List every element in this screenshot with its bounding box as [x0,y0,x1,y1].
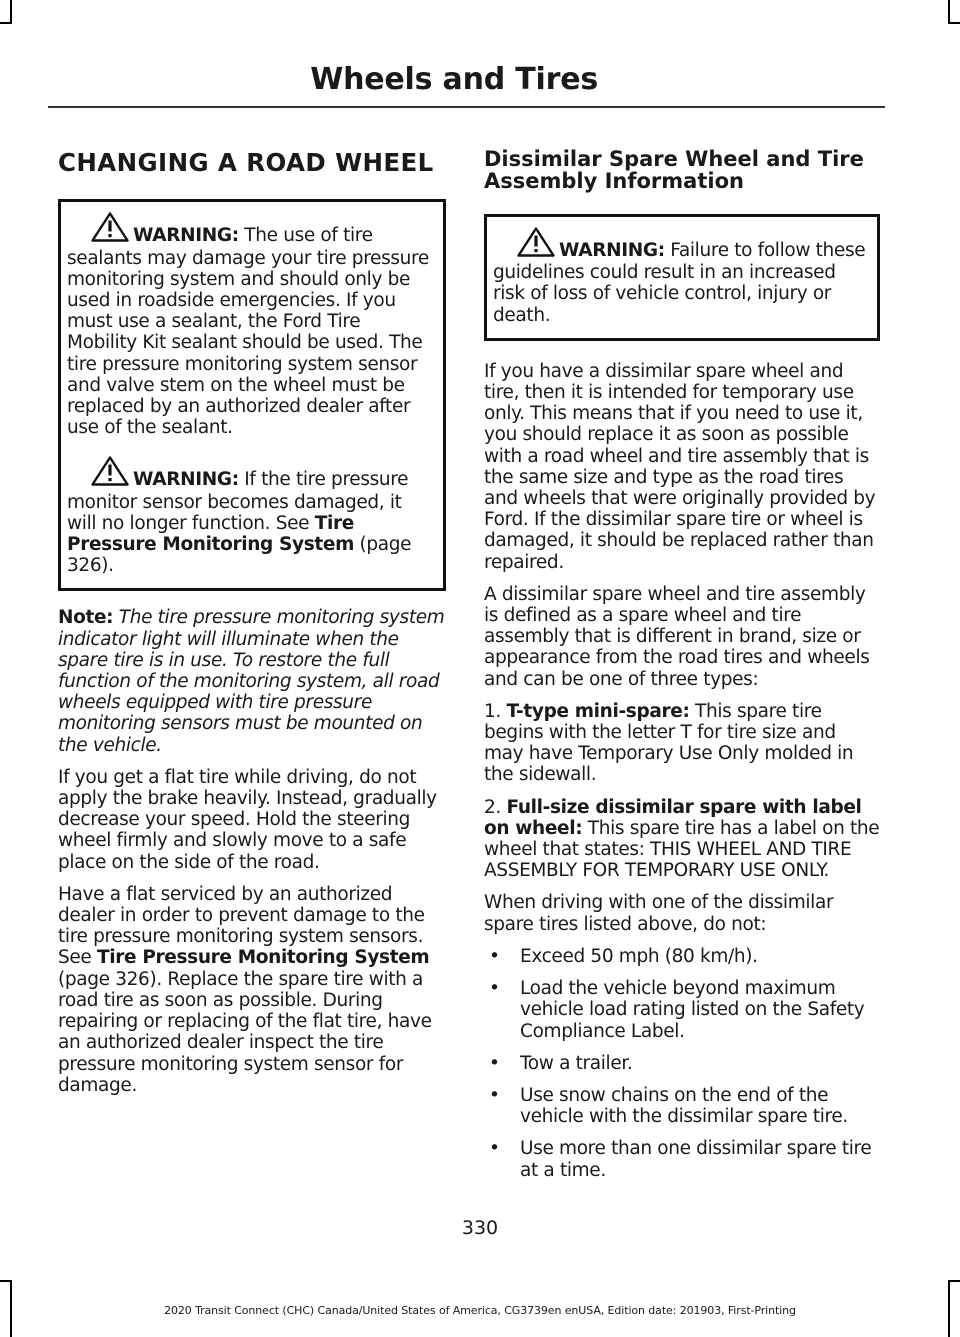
cross-reference-link[interactable]: Tire Pressure Monitoring System [67,512,354,556]
warning-icon [91,456,129,491]
item-label: Full-size dissimilar spare with label on wheel: [484,796,862,839]
warning-text: If the tire pressure monitor sensor becomes damaged, it will no longer function. See [67,469,409,534]
body-paragraph: When driving with one of the dissimilar spare tires listed above, do not: [484,892,834,935]
warning-text: (page 326). [67,534,412,577]
warning-label: WARNING: [559,240,665,261]
list-item: • Tow a trailer. [484,1053,880,1074]
left-column [58,130,446,1107]
warning-icon [91,212,129,247]
spare-type-item [484,797,880,882]
paragraph-text: (page 326). Replace the spare tire with a road tire as soon as possible. During repairing or replacing of the flat tire, have an authorized dealer inspect the tire pressure monitoring system sensor for damage. [58,968,432,1096]
crop-mark [0,1280,12,1282]
right-column [484,130,880,1192]
warning-label: WARNING: [133,469,239,491]
warning-text: Failure to follow these guidelines could result in an increased risk of loss of vehicle control, injury or death. [493,240,866,326]
crop-mark [0,22,12,24]
crop-mark [948,0,950,24]
body-paragraph: A dissimilar spare wheel and tire assembly is defined as a spare wheel and tire assembly that is different in brand, size or appearance from the road tires and wheels and can be one of three types: [484,583,870,690]
warning-text: The use of tire sealants may damage your tire pressure monitoring system and should only be used in roadside emergencies. If you must use a sealant, the Ford Tire Mobility Kit sealant should be used. The tire pressure monitoring system sensor and valve stem on the wheel must be replaced by an authorized dealer after use of the sealant. [67,225,429,439]
header-divider [48,106,885,108]
page-title: Wheels and Tires [310,62,598,97]
item-text: This spare tire begins with the letter T for tire size and may have Temporary Use Only molded in the sidewall. [484,700,854,786]
body-paragraph: If you get a flat tire while driving, do not apply the brake heavily. Instead, gradually decrease your speed. Hold the steering wheel firmly and slowly move to a safe place on the side of the road. [58,766,437,873]
section-heading: CHANGING A ROAD WHEEL [58,148,434,177]
list-item: • Load the vehicle beyond maximum vehicle load rating listed on the Safety Compliance Label. [484,978,880,1042]
cross-reference-link[interactable]: Tire Pressure Monitoring System [97,947,430,969]
warning-box [484,214,880,341]
crop-mark [948,1280,960,1282]
spare-type-item [484,701,880,786]
list-item: • Use snow chains on the end of the vehicle with the dissimilar spare tire. [484,1085,880,1127]
note-text: The tire pressure monitoring system indicator light will illuminate when the spare tire is in use. To restore the full function of the monitoring system, all road wheels equipped with tire pressure monitoring sensors must be mounted on the vehicle. [58,607,445,756]
warning-paragraph [67,456,435,576]
warning-paragraph [493,227,869,326]
note-label: Note: [58,607,114,629]
footer-edition-info: 2020 Transit Connect (CHC) Canada/United States of America, CG3739en enUSA, Edition date: 201903, First-Printing [164,1304,796,1317]
restriction-list [484,946,880,1181]
list-item: • Use more than one dissimilar spare tire at a time. [484,1138,880,1180]
crop-mark [10,0,12,24]
item-number: 1. [484,700,507,722]
warning-label: WARNING: [133,225,239,247]
body-paragraph [58,884,446,1096]
warning-box [58,199,446,591]
warning-paragraph [67,212,435,438]
paragraph-text: Have a flat serviced by an authorized dealer in order to prevent damage to the tire pressure monitoring system sensors. See [58,883,425,969]
page-number: 330 [461,1217,499,1239]
warning-icon [517,227,555,262]
item-text: This spare tire has a label on the wheel that states: THIS WHEEL AND TIRE ASSEMBLY FOR TEMPORARY USE ONLY. [484,817,880,882]
item-label: T-type mini-spare: [506,700,690,722]
note-paragraph [58,607,446,755]
body-paragraph: If you have a dissimilar spare wheel and tire, then it is intended for temporary use only. This means that if you need to use it, you should replace it as soon as possible with a road wheel and tire assembly that is the same size and type as the road tires and wheels that were originally provided by Ford. If the dissimilar spare tire or wheel is damaged, it should be replaced rather than repaired. [484,360,876,573]
crop-mark [948,22,960,24]
item-number: 2. [484,796,507,818]
subsection-heading: Dissimilar Spare Wheel and Tire Assembly Information [484,147,864,193]
list-item: • Exceed 50 mph (80 km/h). [484,946,880,967]
